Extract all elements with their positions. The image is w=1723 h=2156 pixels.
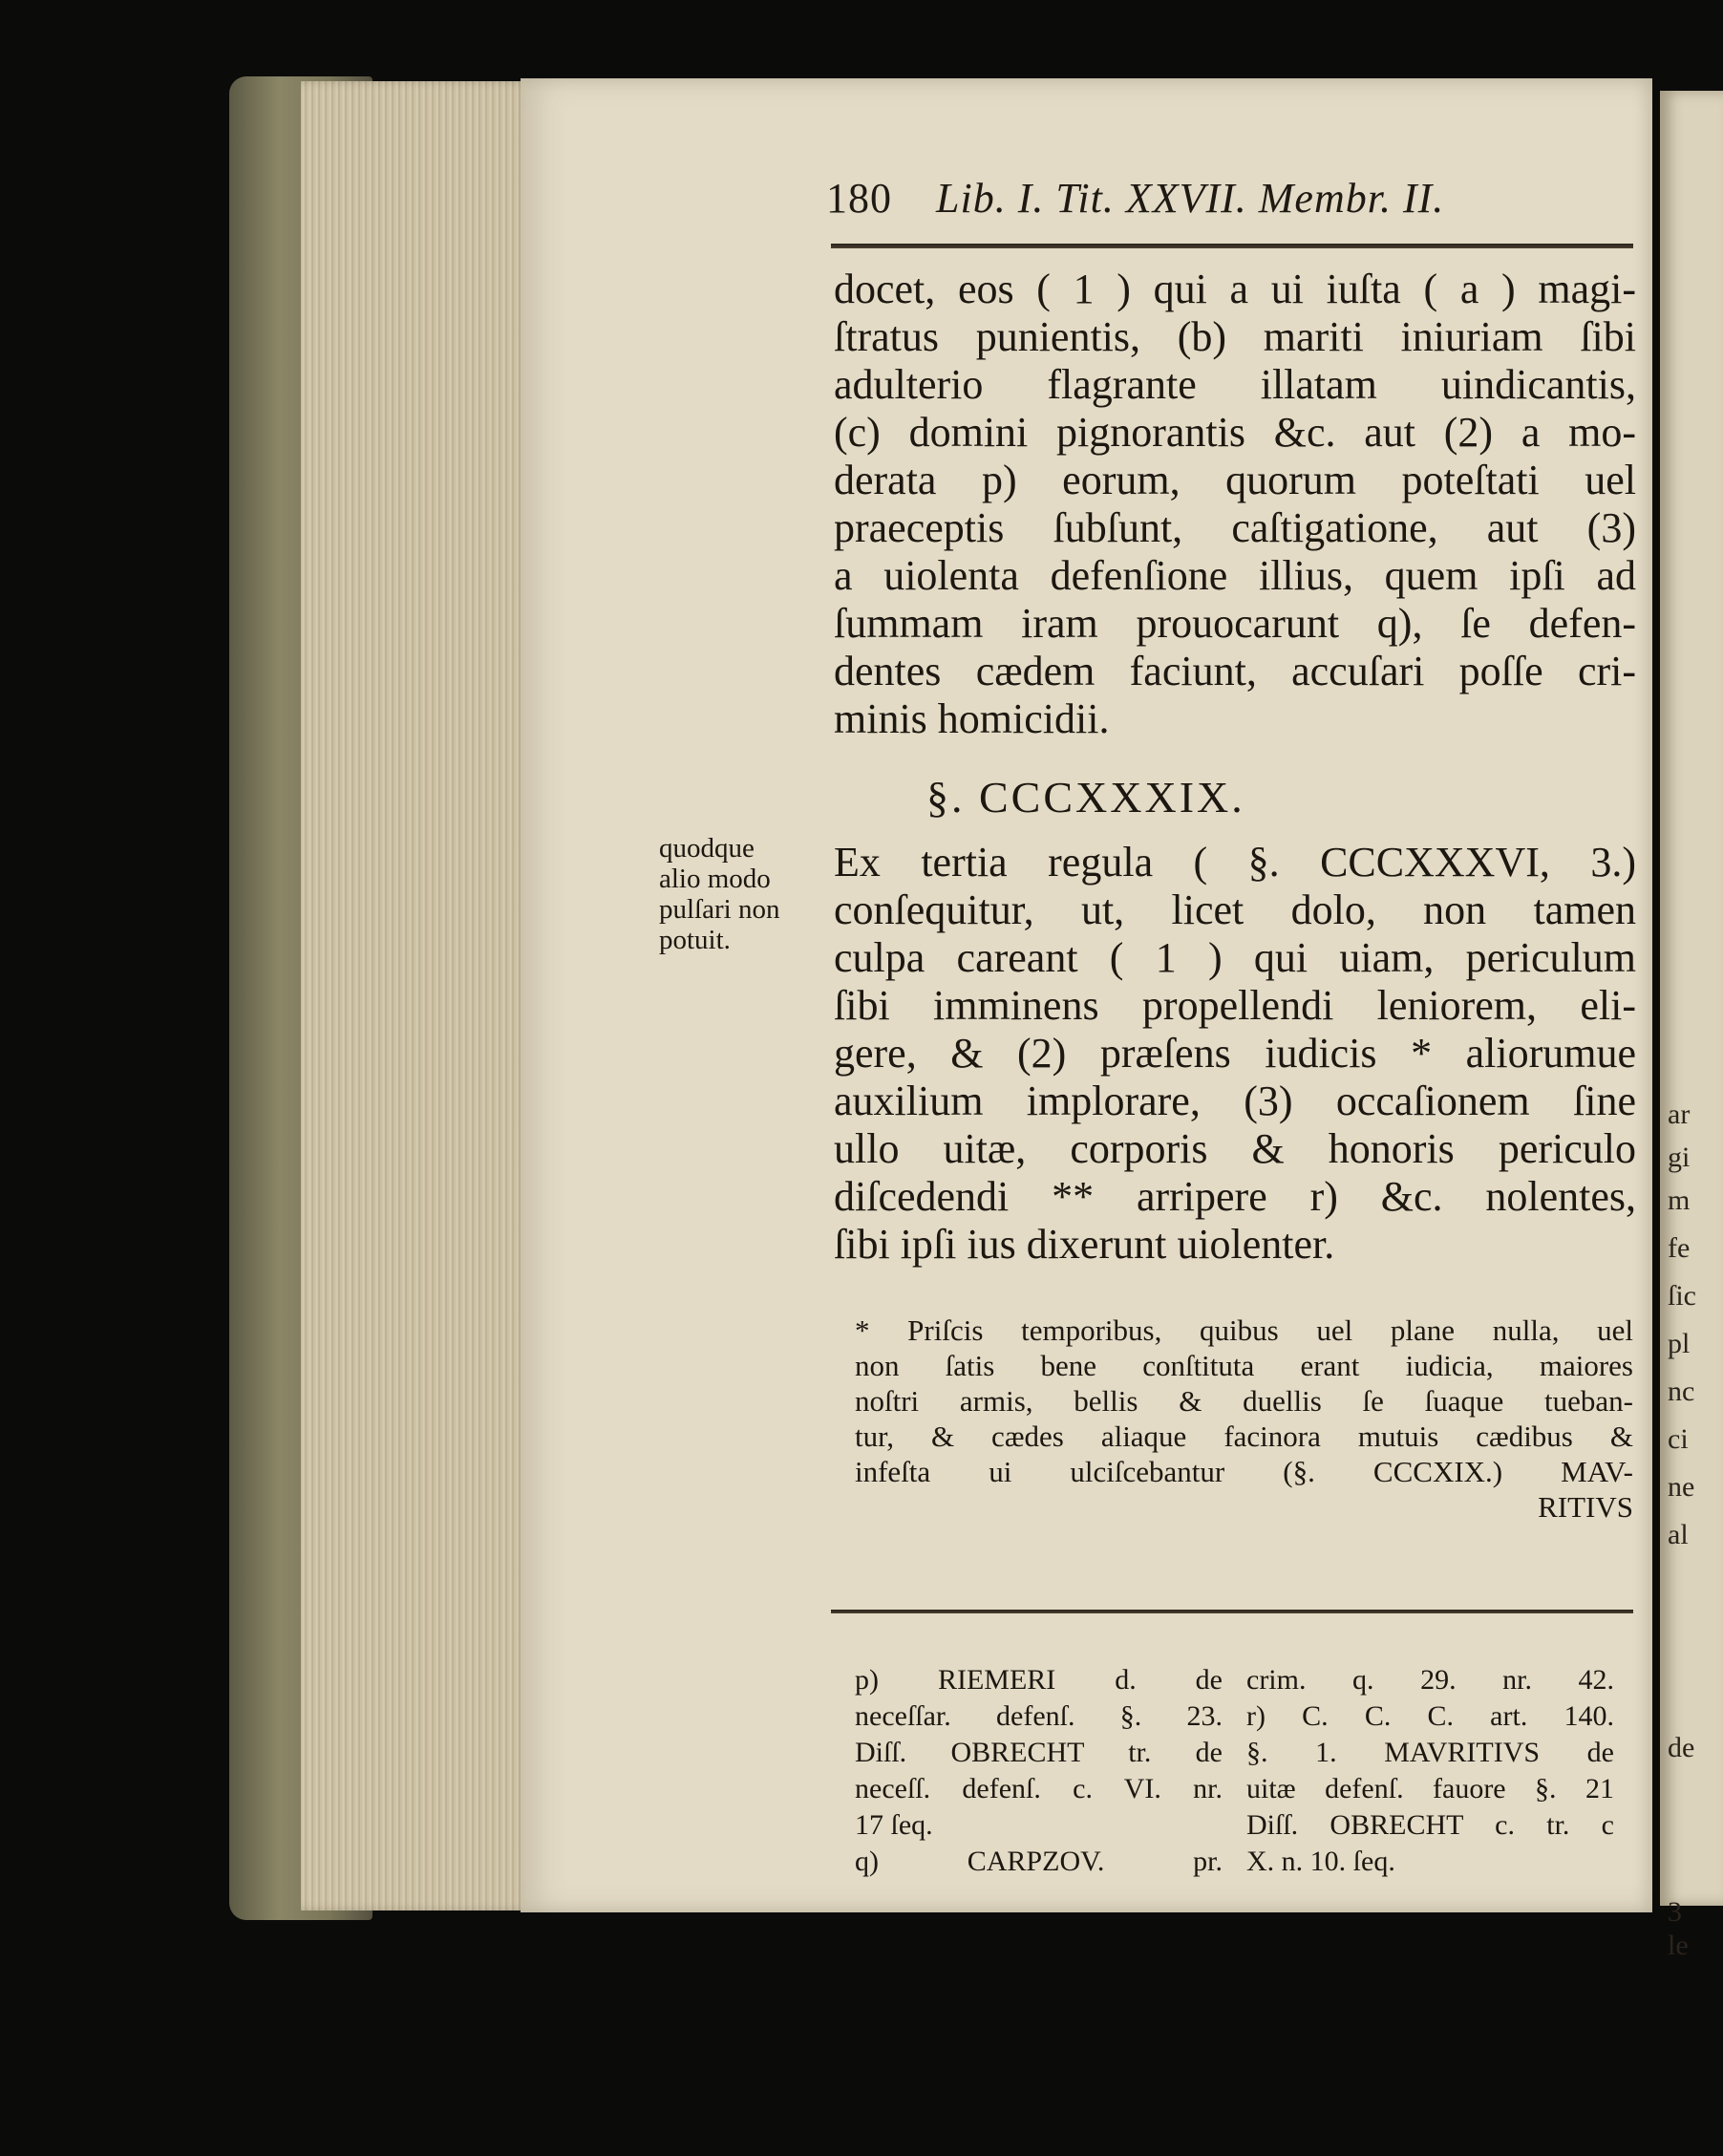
facing-fragment: le: [1668, 1930, 1689, 1961]
footnote-line: neceſſar. defenſ. §. 23.: [855, 1700, 1223, 1732]
footnote-line: r) C. C. C. art. 140.: [1246, 1700, 1614, 1732]
facing-fragment: pl: [1668, 1328, 1691, 1359]
section-heading: §. CCCXXXIX.: [926, 773, 1245, 822]
footnote-line: Diſſ. OBRECHT c. tr. c: [1246, 1809, 1614, 1841]
footnote-line: Diſſ. OBRECHT tr. de: [855, 1737, 1223, 1768]
text-line: Ex tertia regula ( §. CCCXXXVI, 3.): [834, 839, 1636, 886]
text-line: diſcedendi ** arripere r) &c. nolentes,: [834, 1173, 1636, 1220]
text-line: derata p) eorum, quorum poteſtati uel: [834, 457, 1636, 503]
asterisk-footnote: [855, 1313, 1633, 1525]
footnote-line: neceſſ. defenſ. c. VI. nr.: [855, 1773, 1223, 1804]
text-line: a uiolenta defenſione illius, quem ipſi ad: [834, 552, 1636, 599]
header-rule: [831, 244, 1633, 248]
running-title: Lib. I. Tit. XXVII. Membr. II.: [936, 175, 1445, 222]
text-line: adulterio flagrante illatam uindicantis,: [834, 361, 1636, 408]
footnote-line: crim. q. 29. nr. 42.: [1246, 1664, 1614, 1696]
text-line: auxilium implorare, (3) occaſionem ſine: [834, 1078, 1636, 1124]
margin-note-line: potuit.: [659, 925, 731, 955]
text-line: ſibi ipſi ius dixerunt uiolenter.: [834, 1221, 1335, 1268]
facing-fragment: gi: [1668, 1142, 1691, 1173]
text-line: culpa careant ( 1 ) qui uiam, periculum: [834, 934, 1636, 981]
footnote-line: §. 1. MAVRITIVS de: [1246, 1737, 1614, 1768]
footnote-line: infeſta ui ulciſcebantur (§. CCCXIX.) MAV-: [855, 1455, 1633, 1488]
footnotes-right-column: [1246, 1662, 1614, 1880]
margin-note-line: pulſari non: [659, 894, 780, 925]
text-line: praeceptis ſubſunt, caſtigatione, aut (3): [834, 504, 1636, 551]
text-line: gere, & (2) præſens iudicis * aliorumue: [834, 1030, 1636, 1077]
facing-page-edge: [1660, 91, 1723, 1961]
text-line: ullo uitæ, corporis & honoris periculo: [834, 1125, 1636, 1172]
footnote-line: 17 ſeq.: [855, 1809, 933, 1841]
text-line: docet, eos ( 1 ) qui a ui iuſta ( a ) magi-: [834, 266, 1636, 312]
footnote-line: X. n. 10. ſeq.: [1246, 1846, 1395, 1877]
footnote-line: q) CARPZOV. pr.: [855, 1846, 1223, 1877]
footnote-line: noſtri armis, bellis & duellis ſe ſuaque tueban-: [855, 1384, 1633, 1418]
facing-fragment: nc: [1668, 1376, 1695, 1407]
facing-fragment: ar: [1668, 1099, 1691, 1130]
running-header: [826, 174, 1444, 223]
footnote-line: uitæ defenſ. fauore §. 21: [1246, 1773, 1614, 1804]
facing-fragment: al: [1668, 1519, 1689, 1550]
margin-note: [659, 833, 831, 955]
footnotes-left-column: [855, 1662, 1223, 1880]
footnote-line: non ſatis bene conſtituta erant iudicia, maiores: [855, 1349, 1633, 1382]
facing-fragment: ſic: [1668, 1280, 1696, 1312]
text-line: dentes cædem faciunt, accuſari poſſe cri-: [834, 648, 1636, 694]
body-text-bottom: [834, 839, 1636, 1269]
page-edges: [301, 81, 530, 1911]
body-text-top: [834, 266, 1636, 743]
text-line: ſibi imminens propellendi leniorem, eli-: [834, 982, 1636, 1029]
text-line: ſummam iram prouocarunt q), ſe defen-: [834, 600, 1636, 647]
margin-note-line: quodque: [659, 833, 755, 864]
footnote-rule: [831, 1610, 1633, 1613]
text-line: ſtratus punientis, (b) mariti iniuriam ſibi: [834, 313, 1636, 360]
page-number: 180: [826, 175, 892, 222]
facing-fragment: m: [1668, 1185, 1691, 1216]
footnote-catchword: RITIVS: [1538, 1490, 1633, 1524]
facing-fragment: de: [1668, 1732, 1695, 1763]
facing-fragment: 3: [1668, 1896, 1682, 1928]
facing-fragment: ci: [1668, 1423, 1689, 1455]
text-line: conſequitur, ut, licet dolo, non tamen: [834, 886, 1636, 933]
text-line: (c) domini pignorantis &c. aut (2) a mo-: [834, 409, 1636, 456]
footnote-line: tur, & cædes aliaque facinora mutuis cædibus &: [855, 1420, 1633, 1453]
footnote-line: p) RIEMERI d. de: [855, 1664, 1223, 1696]
margin-note-line: alio modo: [659, 864, 771, 894]
text-line: minis homicidii.: [834, 695, 1110, 742]
facing-fragment: ne: [1668, 1471, 1695, 1503]
facing-fragment: fe: [1668, 1232, 1691, 1264]
footnote-line: * Priſcis temporibus, quibus uel plane nulla, uel: [855, 1313, 1633, 1347]
